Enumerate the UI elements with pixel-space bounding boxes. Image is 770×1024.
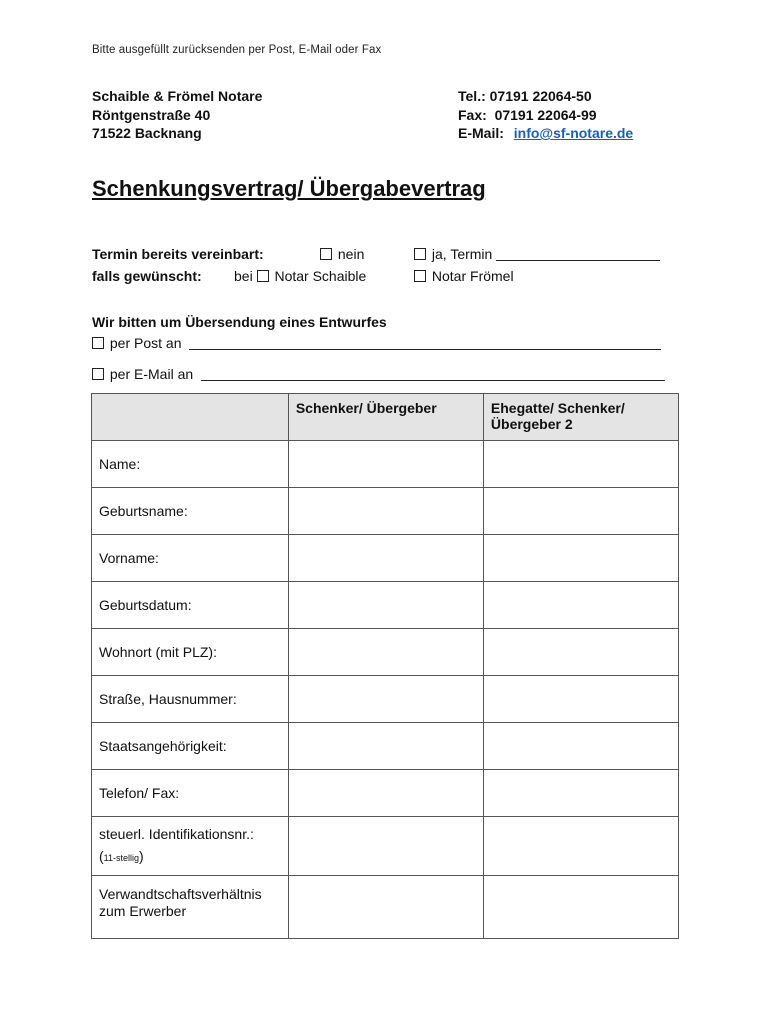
wunsch-bei: bei xyxy=(234,268,253,284)
address-line2: Röntgenstraße 40 xyxy=(92,106,211,123)
input-cell-ehegatte[interactable] xyxy=(483,817,678,876)
input-cell-ehegatte[interactable] xyxy=(483,676,678,723)
table-row xyxy=(92,441,679,488)
email-address-field[interactable] xyxy=(201,366,665,381)
row-label: Vorname: xyxy=(92,535,289,582)
email-label: E-Mail: xyxy=(458,125,504,141)
row-label: Geburtsname: xyxy=(92,488,289,535)
contact-fax: Fax: 07191 22064-99 xyxy=(458,106,597,123)
input-cell-schenker[interactable] xyxy=(288,770,483,817)
header-schenker: Schenker/ Übergeber xyxy=(288,394,483,441)
contact-tel: Tel.: 07191 22064-50 xyxy=(458,88,592,104)
termin-ja-label: ja, Termin xyxy=(431,246,493,262)
schaible-label: Notar Schaible xyxy=(274,268,367,284)
steuer-note: 11-stellig xyxy=(103,853,140,863)
checkbox-froemel[interactable] xyxy=(414,270,426,282)
froemel-label: Notar Frömel xyxy=(431,268,514,284)
header-ehegatte: Ehegatte/ Schenker/ Übergeber 2 xyxy=(483,394,678,441)
entwurf-heading: Wir bitten um Übersendung eines Entwurfes xyxy=(92,314,387,330)
entwurf-post-row[interactable] xyxy=(92,333,661,353)
notar-schaible-option[interactable] xyxy=(234,266,366,286)
wunsch-label: falls gewünscht: xyxy=(92,268,202,284)
table-row xyxy=(92,676,679,723)
top-note: Bitte ausgefüllt zurücksenden per Post, E-Mail oder Fax xyxy=(92,44,382,56)
table-row-steuer xyxy=(92,817,679,876)
contact-block xyxy=(458,87,633,143)
steuer-note-line: (11-stellig) xyxy=(99,848,144,864)
entwurf-email-row[interactable] xyxy=(92,364,665,384)
input-cell-schenker[interactable] xyxy=(288,817,483,876)
table-row xyxy=(92,582,679,629)
table-row xyxy=(92,723,679,770)
checkbox-post[interactable] xyxy=(92,337,104,349)
table-row-verwandt xyxy=(92,876,679,939)
entwurf-email-label: per E-Mail an xyxy=(109,366,194,382)
input-cell-ehegatte[interactable] xyxy=(483,441,678,488)
input-cell-schenker[interactable] xyxy=(288,488,483,535)
checkbox-ja[interactable] xyxy=(414,248,426,260)
notary-address xyxy=(92,87,262,143)
steuer-label: steuerl. Identifikationsnr.: xyxy=(99,826,254,842)
table-row xyxy=(92,770,679,817)
input-cell-ehegatte[interactable] xyxy=(483,535,678,582)
input-cell-schenker[interactable] xyxy=(288,441,483,488)
entwurf-post-label: per Post an xyxy=(109,335,182,351)
input-cell-ehegatte[interactable] xyxy=(483,488,678,535)
input-cell-ehegatte[interactable] xyxy=(483,723,678,770)
row-label: Geburtsdatum: xyxy=(92,582,289,629)
termin-row xyxy=(92,244,264,264)
post-address-field[interactable] xyxy=(189,335,661,350)
table-row xyxy=(92,535,679,582)
input-cell-ehegatte[interactable] xyxy=(483,629,678,676)
table-row xyxy=(92,488,679,535)
table-header-row xyxy=(92,394,679,441)
header-empty xyxy=(92,394,289,441)
address-line1: Schaible & Frömel Notare xyxy=(92,88,263,104)
checkbox-schaible[interactable] xyxy=(257,270,269,282)
row-label: Telefon/ Fax: xyxy=(92,770,289,817)
row-label-steuer xyxy=(92,817,289,876)
termin-date-field[interactable] xyxy=(496,246,660,261)
input-cell-schenker[interactable] xyxy=(288,723,483,770)
row-label: Staatsangehörigkeit: xyxy=(92,723,289,770)
input-cell-ehegatte[interactable] xyxy=(483,770,678,817)
person-data-table xyxy=(91,393,679,939)
wunsch-row xyxy=(92,266,202,286)
input-cell-schenker[interactable] xyxy=(288,582,483,629)
page-title: Schenkungsvertrag/ Übergabevertrag xyxy=(92,176,486,201)
checkbox-nein[interactable] xyxy=(320,248,332,260)
row-label: Wohnort (mit PLZ): xyxy=(92,629,289,676)
address-line3: 71522 Backnang xyxy=(92,125,202,141)
input-cell-schenker[interactable] xyxy=(288,676,483,723)
contact-email-row xyxy=(458,124,633,143)
notar-froemel-option[interactable] xyxy=(414,266,514,286)
input-cell-schenker[interactable] xyxy=(288,629,483,676)
row-label: Verwandtschaftsverhältnis zum Erwerber xyxy=(92,876,289,939)
row-label: Straße, Hausnummer: xyxy=(92,676,289,723)
email-link[interactable]: info@sf-notare.de xyxy=(513,125,634,141)
termin-nein-label: nein xyxy=(337,246,365,262)
row-label: Name: xyxy=(92,441,289,488)
input-cell-schenker[interactable] xyxy=(288,876,483,939)
input-cell-schenker[interactable] xyxy=(288,535,483,582)
table-row xyxy=(92,629,679,676)
termin-nein-option[interactable] xyxy=(320,244,364,264)
termin-ja-option[interactable] xyxy=(414,244,660,264)
input-cell-ehegatte[interactable] xyxy=(483,876,678,939)
checkbox-email[interactable] xyxy=(92,368,104,380)
termin-label: Termin bereits vereinbart: xyxy=(92,246,264,262)
input-cell-ehegatte[interactable] xyxy=(483,582,678,629)
